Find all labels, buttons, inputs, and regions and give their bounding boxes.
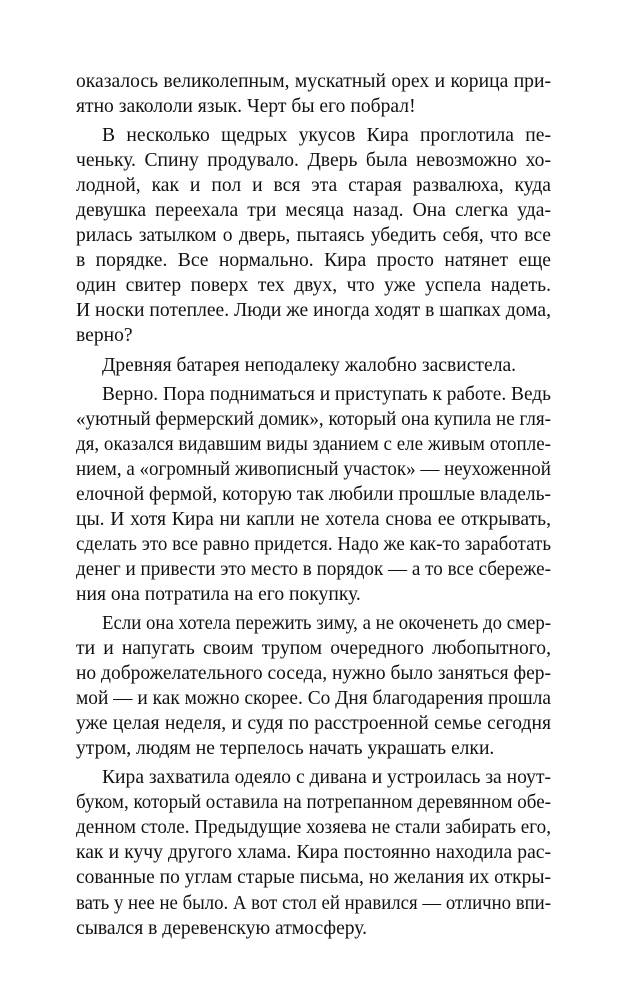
text-line (76, 636, 551, 661)
text-line (76, 507, 551, 532)
text-line-content: рилась затылком о дверь, пытаясь убедить себя, что все (76, 225, 551, 247)
text-line (76, 557, 551, 582)
text-line-content: как и кучу другого хлама. Кира постоянно находила рас- (76, 842, 551, 864)
text-line-content: Кира захватила одеяло с дивана и устроилась за ноут- (102, 767, 552, 789)
paragraph (76, 611, 551, 761)
text-line (76, 840, 551, 865)
text-line (76, 661, 551, 686)
text-line-content: елочной фермой, которую так любили прошлые владель- (76, 483, 552, 505)
text-line-content: И носки потеплее. Люди же иногда ходят в шапках дома, (76, 300, 551, 322)
text-line-content: ятно закололи язык. Черт бы его побрал! (76, 96, 416, 118)
text-line-content: ния она потратила на его покупку. (76, 583, 361, 605)
text-line-content: сованные по углам старые письма, но желания их откры- (76, 867, 552, 889)
text-line-content: утром, людям не терпелось начать украшать елки. (76, 738, 495, 760)
text-line (76, 815, 551, 840)
text-line (76, 865, 551, 890)
text-line (76, 407, 551, 432)
text-line-content: ти и напугать своим трупом очередного любопытного, (76, 638, 551, 660)
text-line-content: нием, а «огромный живописный участок» — неухоженной (76, 458, 551, 480)
text-line (76, 94, 551, 119)
paragraph (76, 123, 551, 348)
text-line (76, 123, 551, 148)
text-line-content: денег и привести это место в порядок — а то все сбереже- (76, 558, 551, 580)
text-line (76, 765, 551, 790)
text-line-content: денном столе. Предыдущие хозяева не стали забирать его, (76, 817, 552, 839)
text-line-content: «уютный фермерский домик», который она купила не гля- (76, 408, 552, 430)
text-line (76, 323, 551, 348)
text-line (76, 173, 551, 198)
text-line (76, 457, 551, 482)
text-line (76, 353, 551, 378)
text-line-content: буком, который оставила на потрепанном деревянном обе- (76, 792, 551, 814)
page-text (76, 69, 551, 941)
text-line-content: Верно. Пора подниматься и приступать к работе. Ведь (102, 383, 551, 405)
text-line-content: в порядке. Все нормально. Кира просто натянет еще (76, 250, 551, 272)
text-line (76, 148, 551, 173)
text-line (76, 382, 551, 407)
text-line-content: оказалось великолепным, мускатный орех и корица при- (76, 71, 551, 92)
paragraph (76, 353, 551, 378)
text-line-content: девушка переехала три месяца назад. Она слегка уда- (76, 200, 551, 222)
paragraph (76, 69, 551, 119)
text-line-content: вать у нее не было. А вот стол ей нравился — отлично впи- (76, 892, 552, 914)
text-line-content: сывался в деревенскую атмосферу. (76, 917, 368, 939)
text-line-content: Если она хотела пережить зиму, а не окоченеть до смер- (102, 612, 552, 634)
text-line-content: цы. И хотя Кира ни капли не хотела снова ее открывать, (76, 508, 551, 530)
text-line (76, 916, 551, 941)
text-line (76, 686, 551, 711)
text-line-content: сделать это все равно придется. Надо же как-то заработать (76, 533, 552, 555)
text-line (76, 711, 551, 736)
paragraph (76, 382, 551, 607)
text-line (76, 532, 551, 557)
paragraph (76, 765, 551, 940)
text-line-content: В несколько щедрых укусов Кира проглотила пе- (102, 125, 551, 147)
text-line-content: но доброжелательного соседа, нужно было заняться фер- (76, 663, 552, 685)
text-line (76, 482, 551, 507)
text-line (76, 432, 551, 457)
text-line-content: верно? (76, 325, 133, 347)
text-line-content: Древняя батарея неподалеку жалобно засвистела. (102, 354, 517, 376)
text-line-content: лодной, как и пол и вся эта старая развалюха, куда (76, 175, 551, 197)
text-line-content: ченьку. Спину продувало. Дверь была невозможно хо- (76, 150, 551, 172)
text-line (76, 223, 551, 248)
text-line (76, 273, 551, 298)
text-line (76, 736, 551, 761)
text-line (76, 891, 551, 916)
text-line-content: дя, оказался видавшим виды зданием с еле живым отопле- (76, 433, 551, 455)
text-line (76, 298, 551, 323)
text-line (76, 582, 551, 607)
text-line-content: один свитер поверх тех двух, что уже успела надеть. (76, 275, 551, 297)
text-line (76, 198, 551, 223)
text-line (76, 790, 551, 815)
text-line-content: уже целая неделя, и судя по расстроенной семье сегодня (76, 713, 551, 735)
text-line (76, 611, 551, 636)
text-line (76, 248, 551, 273)
text-line-content: мой — и как можно скорее. Со Дня благодарения прошла (76, 688, 551, 710)
text-line (76, 69, 551, 94)
